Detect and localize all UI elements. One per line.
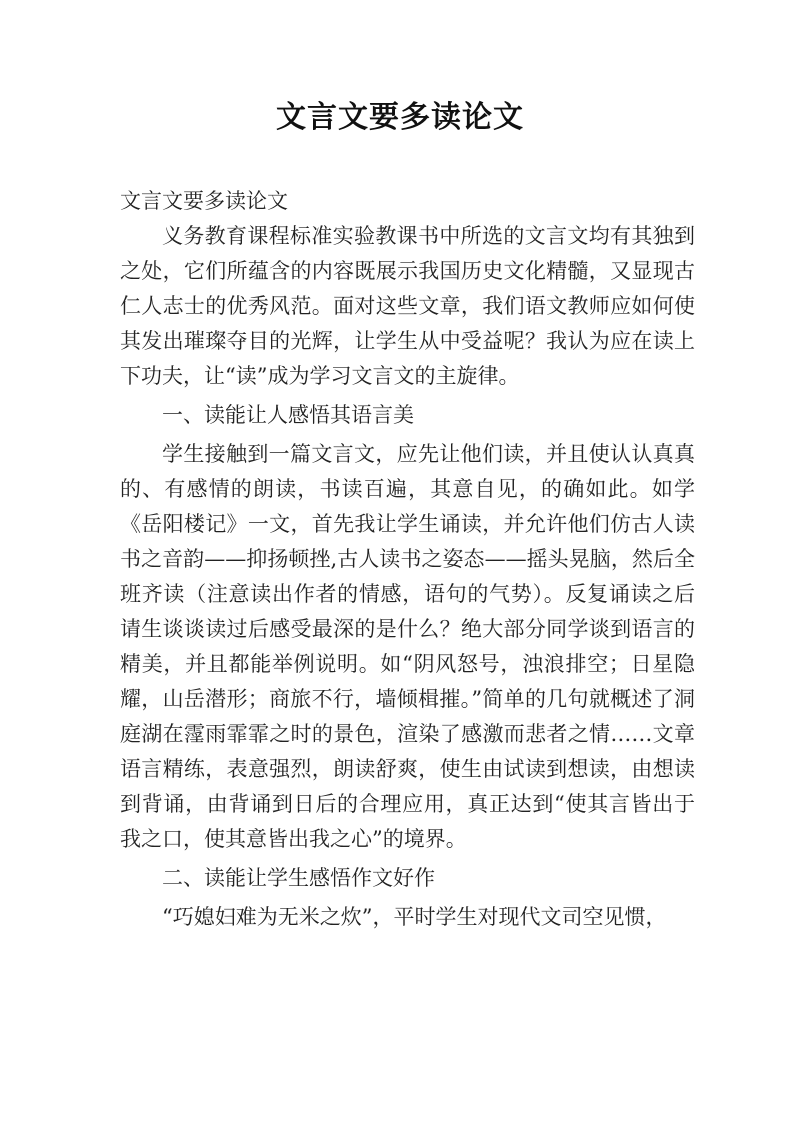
paragraph-section-1: 学生接触到一篇文言文，应先让他们读，并且使认认真真的、有感情的朗读，书读百遍，其意自见，的确如此。如学《岳阳楼记》一文，首先我让学生诵读，并允许他们仿古人读书之音韵——抑扬顿挫,古人读书之姿态——摇头晃脑，然后全班齐读（注意读出作者的情感，语句的气势）。反复诵读之后请生谈谈读过后感受最深的是什么？绝大部分同学谈到语言的精美，并且都能举例说明。如“阴风怒号，浊浪排空；日星隐耀，山岳潜形；商旅不行，墙倾楫摧。”简单的几句就概述了洞庭湖在霪雨霏霏之时的景色，渲染了感激而悲者之情……文章语言精练，表意强烈，朗读舒爽，使生由试读到想读，由想读到背诵，由背诵到日后的合理应用，真正达到“使其言皆出于我之口，使其意皆出我之心”的境界。 [120, 442, 695, 851]
paragraph-section-2: “巧媳妇难为无米之炊”，平时学生对现代文司空见惯， [162, 905, 667, 929]
document-title: 文言文要多读论文 [276, 100, 524, 135]
document-subtitle: 文言文要多读论文 [120, 189, 288, 213]
paragraph-intro: 义务教育课程标准实验教课书中所选的文言文均有其独到之处，它们所蕴含的内容既展示我国历史文化精髓，又显现古仁人志士的优秀风范。面对这些文章，我们语文教师应如何使其发出璀璨夺目的光辉，让学生从中受益呢？我认为应在读上下功夫，让“读”成为学习文言文的主旋律。 [120, 224, 695, 388]
section-heading-1: 一、读能让人感悟其语言美 [162, 403, 414, 427]
section-heading-2: 二、读能让学生感悟作文好作 [162, 866, 435, 890]
document-body [120, 184, 695, 935]
